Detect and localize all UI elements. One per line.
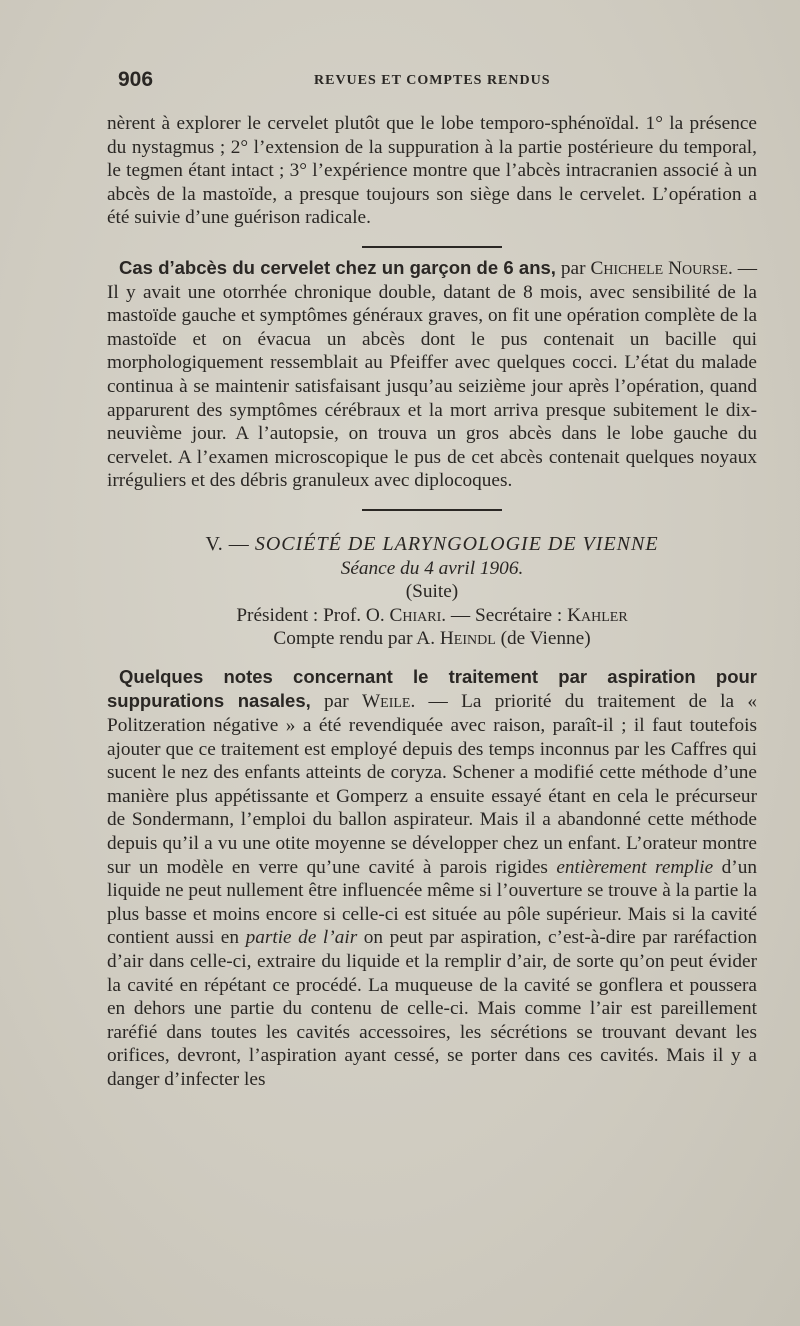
separator-rule <box>362 246 502 248</box>
report-label: Compte rendu par A. <box>273 628 436 650</box>
report-line <box>107 627 757 651</box>
page-number: 906 <box>118 68 154 91</box>
officers-line <box>107 604 757 628</box>
president-label: Président : Prof. O. <box>236 604 385 626</box>
case-report-paragraph <box>107 256 757 493</box>
notes-emphasis-1: entièrement remplie <box>556 856 714 878</box>
case-report-by: par <box>560 257 586 279</box>
case-report-text: — Il y avait une otorrhée chronique double, datant de 8 mois, avec sensibilité de la mastoïde gauche et symptômes généraux graves, on fit une opération complète de la mastoïde et on évacua un abcès dont le pus contenait un bacille qui morphologiquement ressemblait au Pfeiffer avec quelques cocci. L’état du malade continua à se maintenir satisfaisant jusqu’au seizième jour après l’opération, quand apparurent des symptômes cérébraux et la mort arriva presque subitement le dix-neuvième jour. A l’autopsie, on trouva un gros abcès dans le lobe gauche du cervelet. A l’examen microscopique le pus de cet abcès contenait quelques noyaux irréguliers et des débris granuleux avec diplocoques. <box>107 257 757 492</box>
notes-emphasis-2: partie de l’air <box>245 927 358 949</box>
case-report-title: Cas d’abcès du cervelet chez un garçon de 6 ans, <box>119 256 556 278</box>
society-name: SOCIÉTÉ DE LARYNGOLOGIE DE VIENNE <box>254 532 659 555</box>
running-head: REVUES ET COMPTES RENDUS <box>314 73 551 88</box>
separator-rule <box>362 509 502 511</box>
secretary-name: Kahler <box>567 604 628 626</box>
society-heading <box>107 533 757 651</box>
section-numeral: V. — <box>205 532 250 555</box>
page-header <box>118 68 758 98</box>
notes-text-2: d’un liquide ne peut nullement être influencée même si l’ouverture se trouve à la partie la plus basse et moins encore si celle-ci est située au pôle supérieur. Mais si la cavité contient aussi en <box>107 856 757 949</box>
notes-text-3: on peut par aspiration, c’est-à-dire par raréfaction d’air dans celle-ci, extraire du liquide et la remplir d’air, de sorte qu’on peut évider la cavité en répétant ce procédé. La muqueuse de la cavité se gonflera et poussera en dehors une partie du contenu de celle-ci. Mais comme l’air est pareillement raréfié dans toutes les cavités accessoires, les sécrétions se trouvant devant les orifices, devront, l’aspiration ayant cessé, se porter dans ces cavités. Mais il y a danger d’infecter les <box>107 927 757 1090</box>
continued-label: (Suite) <box>405 581 459 603</box>
notes-author: Weile. <box>361 691 416 713</box>
report-city: (de Vienne) <box>500 628 591 650</box>
secretary-label: — Secrétaire : <box>450 604 563 626</box>
president-name: Chiari. <box>389 604 447 626</box>
society-title-line <box>107 533 757 557</box>
paragraph-continuation: nèrent à explorer le cervelet plutôt que le lobe temporo-sphénoïdal. 1° la présence du nystagmus ; 2° l’extension de la suppuration à la partie postérieure du temporal, le tegmen étant intact ; 3° l’expérience montre que l’abcès intracranien associé à un abcès de la mastoïde, a presque toujours son siège dans le cervelet. L’opération a été suivie d’une guérison radicale. <box>107 113 757 229</box>
notes-title: Quelques notes concernant le traitement par aspiration pour suppurations nasales, <box>107 665 757 712</box>
report-author: Heindl <box>439 628 496 650</box>
notes-text-1: — La priorité du traitement de la « Politzeration négative » a été revendiquée avec raison, paraît-il ; il faut toutefois ajouter que ce traitement est employé depuis des temps inconnus par les Caffres qui sucent le nez des enfants atteints de coryza. Schener a modifié cette méthode d’une manière plus appétissante et Gomperz a ensuite essayé étant en cela le précurseur de Sondermann, l’emploi du ballon aspirateur. Mais il a abandonné cette méthode depuis qu’il a vu une otite moyenne se développer chez un enfant. L’orateur montre sur un modèle en verre qu’une cavité à parois rigides <box>107 691 757 878</box>
notes-paragraph <box>107 665 757 1092</box>
body-text <box>107 112 757 1092</box>
case-report-authors: Chichele Nourse. <box>590 257 733 279</box>
notes-by: par <box>324 691 349 713</box>
session-date: Séance du 4 avril 1906. <box>340 557 524 579</box>
